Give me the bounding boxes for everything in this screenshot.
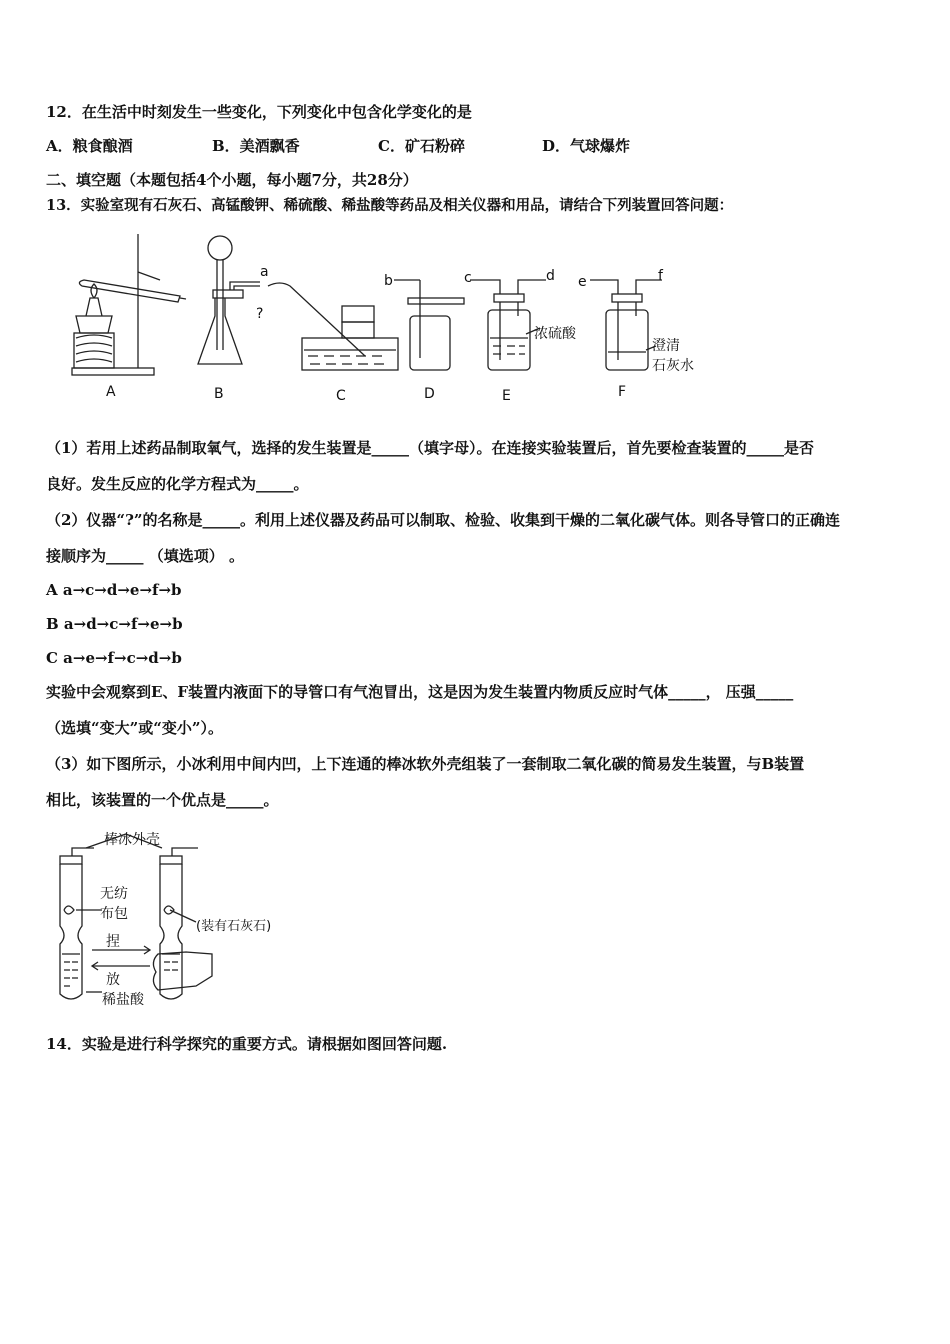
q14-stem: 14．实验是进行科学探究的重要方式。请根据如图回答问题. [46,1035,448,1053]
q12-option-d: D．气球爆炸 [542,137,631,155]
q13-p3-line1: （3）如下图所示，小冰利用中间内凹，上下连通的棒冰软外壳组装了一套制取二氧化碳的简易发生装置，与B装置 [46,755,805,773]
bag-label-2: 布包 [100,906,128,922]
label-c: C [336,388,346,404]
port-question: ? [256,306,264,322]
q13-stem: 13．实验室现有石灰石、高锰酸钾、稀硫酸、稀盐酸等药品及相关仪器和用品，请结合下列装置回答问题： [46,197,734,214]
acid-label: 稀盐酸 [102,992,144,1008]
q13-p2-line1: （2）仪器“?”的名称是_____。利用上述仪器及药品可以制取、检验、收集到干燥的二氧化碳气体。则各导管口的正确连 [46,511,840,529]
stone-label: (装有石灰石) [196,919,272,934]
port-b: b [384,273,393,289]
q13-p1-line1: （1）若用上述药品制取氧气，选择的发生装置是_____（填字母）。在连接实验装置后，首先要检查装置的_____是否 [46,439,814,457]
port-d: d [546,268,555,284]
squeeze-label: 捏 [106,934,120,950]
q13-p3-line2: 相比，该装置的一个优点是_____。 [46,791,279,809]
bag-label-1: 无纺 [100,886,128,902]
section-title: 二、填空题（本题包括4个小题，每小题7分，共28分） [46,171,418,189]
label-d: D [424,386,435,402]
port-a: a [260,264,269,280]
q12-option-a: A．粮食酿酒 [46,137,133,155]
label-e: E [502,388,511,404]
q13-p2-line2: 接顺序为_____ （填选项） 。 [46,547,244,565]
q12-option-c: C．矿石粉碎 [378,137,465,155]
port-f: f [658,268,663,284]
f-liquid-label-1: 澄清 [652,338,680,354]
label-b: B [214,386,224,402]
port-c: c [464,270,472,286]
q13-p2-line4: （选填“变大”或“变小”）。 [46,719,224,737]
q13-p1-line2: 良好。发生反应的化学方程式为_____。 [46,475,309,493]
choice-b: B a→d→c→f→e→b [46,615,183,633]
e-liquid-label: 浓硫酸 [534,326,576,342]
choice-c: C a→e→f→c→d→b [46,649,182,667]
q12-stem: 12．在生活中时刻发生一些变化，下列变化中包含化学变化的是 [46,103,472,121]
choice-a: A a→c→d→e→f→b [46,581,182,599]
port-e: e [578,274,587,290]
release-label: 放 [106,972,120,988]
label-f: F [618,384,627,400]
q12-option-b: B．美酒飘香 [212,137,300,155]
shell-label: 棒冰外壳 [104,832,160,848]
apparatus-figure [60,228,720,408]
popsicle-device-figure [46,826,296,1010]
label-a: A [106,384,116,400]
q13-p2-line3: 实验中会观察到E、F装置内液面下的导管口有气泡冒出，这是因为发生装置内物质反应时气体_____， 压强_____ [46,683,794,701]
f-liquid-label-2: 石灰水 [652,358,694,374]
